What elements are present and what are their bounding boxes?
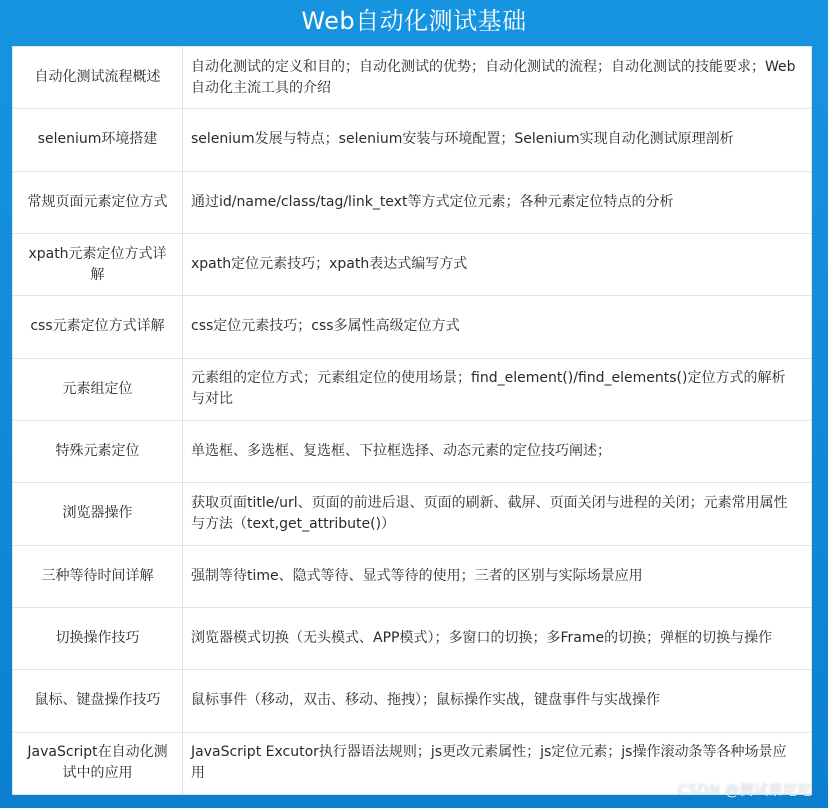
content-cell: 浏览器模式切换（无头模式、APP模式）；多窗口的切换；多Frame的切换；弹框的切换与操作	[183, 607, 812, 669]
content-cell: selenium发展与特点；selenium安装与环境配置；Selenium实现自动化测试原理剖析	[183, 109, 812, 171]
table-row	[13, 233, 812, 295]
content-cell: 获取页面title/url、页面的前进后退、页面的刷新、截屏、页面关闭与进程的关闭；元素常用属性与方法（text,get_attribute()）	[183, 483, 812, 545]
table-row	[13, 358, 812, 420]
table-row	[13, 545, 812, 607]
topic-cell: 浏览器操作	[13, 483, 183, 545]
table-row	[13, 420, 812, 482]
topic-cell: 切换操作技巧	[13, 607, 183, 669]
content-cell: 元素组的定位方式；元素组定位的使用场景；find_element()/find_elements()定位方式的解析与对比	[183, 358, 812, 420]
topic-cell: 常规页面元素定位方式	[13, 171, 183, 233]
content-cell: 通过id/name/class/tag/link_text等方式定位元素；各种元素定位特点的分析	[183, 171, 812, 233]
table-row	[13, 47, 812, 109]
topics-table	[12, 46, 812, 795]
topic-cell: 鼠标、键盘操作技巧	[13, 670, 183, 732]
content-cell: css定位元素技巧；css多属性高级定位方式	[183, 296, 812, 358]
content-cell: 单选框、多选框、复选框、下拉框选择、动态元素的定位技巧阐述；	[183, 420, 812, 482]
content-cell: xpath定位元素技巧；xpath表达式编写方式	[183, 233, 812, 295]
page-title: Web自动化测试基础	[301, 7, 527, 35]
table-row	[13, 483, 812, 545]
content-cell: 鼠标事件（移动，双击、移动、拖拽）；鼠标操作实战，键盘事件与实战操作	[183, 670, 812, 732]
table-row	[13, 171, 812, 233]
topics-table-body	[13, 47, 812, 795]
topic-cell: JavaScript在自动化测试中的应用	[13, 732, 183, 794]
topic-cell: 元素组定位	[13, 358, 183, 420]
topic-cell: xpath元素定位方式详解	[13, 233, 183, 295]
topic-cell: 自动化测试流程概述	[13, 47, 183, 109]
watermark-text: CSDN @测试蔡坨坨	[678, 783, 812, 799]
topic-cell: 特殊元素定位	[13, 420, 183, 482]
table-row	[13, 296, 812, 358]
topic-cell: selenium环境搭建	[13, 109, 183, 171]
content-cell: 强制等待time、隐式等待、显式等待的使用；三者的区别与实际场景应用	[183, 545, 812, 607]
content-cell: JavaScript Excutor执行器语法规则；js更改元素属性；js定位元素；js操作滚动条等各种场景应用	[183, 732, 812, 794]
topic-cell: css元素定位方式详解	[13, 296, 183, 358]
content-cell: 自动化测试的定义和目的；自动化测试的优势；自动化测试的流程；自动化测试的技能要求；Web自动化主流工具的介绍	[183, 47, 812, 109]
table-row	[13, 670, 812, 732]
table-row	[13, 109, 812, 171]
topic-cell: 三种等待时间详解	[13, 545, 183, 607]
table-row	[13, 607, 812, 669]
